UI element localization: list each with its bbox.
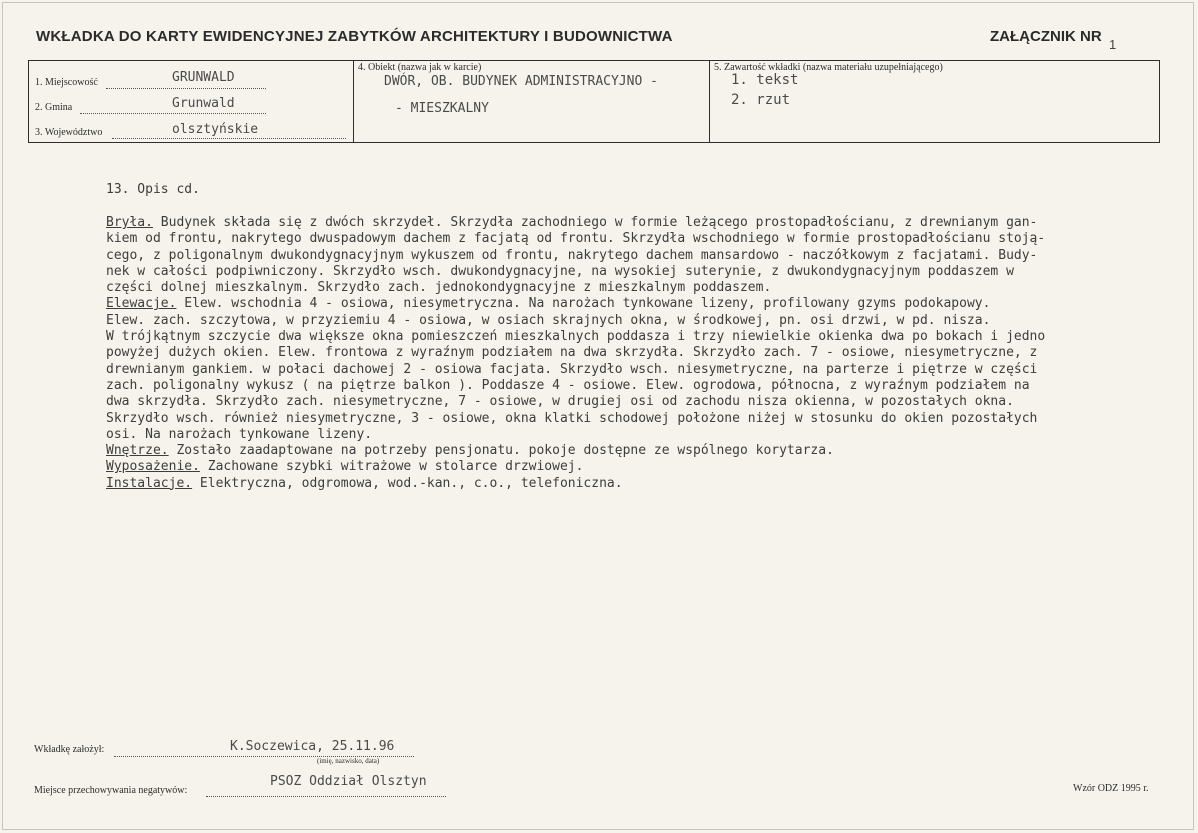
object-label: 4. Obiekt (nazwa jak w karcie)	[358, 62, 482, 73]
annex-label: ZAŁĄCZNIK NR	[990, 28, 1102, 45]
description-line	[106, 296, 1166, 312]
description-line	[106, 215, 1166, 231]
description-line	[106, 378, 1166, 394]
wojewodztwo-label: 3. Województwo	[35, 127, 103, 138]
description-text: Zachowane szybki witrażowe w stolarce drzwiowej.	[199, 459, 584, 475]
object-line-1: DWÓR, OB. BUDYNEK ADMINISTRACYJNO -	[384, 74, 658, 89]
description-text: Budynek składa się z dwóch skrzydeł. Skrzydła zachodniego w formie leżącego prostopadłościanu, z drewnianym gan-	[152, 215, 1038, 230]
author-label: Wkładkę założył:	[34, 744, 105, 755]
description-heading: Instalacje.	[106, 475, 193, 491]
description-line	[106, 329, 1166, 345]
description-heading: Elewacje.	[106, 296, 177, 312]
description-text: Zostało zaadaptowane na potrzeby pensjonatu. pokoje dostępne ze wspólnego korytarza.	[168, 443, 834, 459]
storage-label: Miejsce przechowywania negatywów:	[34, 785, 188, 796]
description-line	[106, 459, 1166, 475]
description-line	[106, 264, 1166, 280]
description-text: zach. poligonalny wykusz ( na piętrze balkon ). Poddasze 4 - osiowe. Elew. ogrodowa, północna, z wyraźnym podziałem na	[106, 377, 1030, 393]
description-heading: Wyposażenie.	[106, 459, 200, 475]
description-line	[106, 345, 1166, 361]
description-text: W trójkątnym szczycie dwa większe okna pomieszczeń mieszkalnych poddasza i trzy niewielkie okienka dwa po bokach i jedno	[106, 329, 1046, 345]
form-code: Wzór ODZ 1995 r.	[1073, 783, 1149, 794]
contents-item-1: 1. tekst	[731, 72, 799, 88]
description-text: nek w całości podpiwniczony. Skrzydło wsch. dwukondygnacyjne, na wysokiej suterynie, z dwukondygnacyjnym poddaszem w	[106, 263, 1014, 279]
dotted-line	[206, 796, 446, 797]
dotted-line	[106, 88, 266, 89]
gmina-label: 2. Gmina	[35, 102, 73, 113]
description-text: Elew. zach. szczytowa, w przyziemiu 4 - osiowa, w osiach skrajnych okna, w środkowej, pn. osi drzwi, w pd. nisza.	[106, 312, 991, 328]
form-title: WKŁADKA DO KARTY EWIDENCYJNEJ ZABYTKÓW ARCHITEKTURY I BUDOWNICTWA	[36, 28, 673, 45]
description-text: osi. Na narożach tynkowane lizeny.	[106, 426, 373, 442]
object-line-2: - MIESZKALNY	[395, 101, 489, 116]
contents-item-2: 2. rzut	[731, 92, 791, 108]
contents-label: 5. Zawartość wkładki (nazwa materiału uzupełniającego)	[714, 62, 943, 73]
description-text: Skrzydło wsch. również niesymetryczne, 3 - osiowe, okna klatki schodowej położone niżej w stosunku do okien pozostałych	[106, 410, 1038, 426]
description-line	[106, 476, 1166, 492]
description-line	[106, 280, 1166, 296]
author-hint: (imię, nazwisko, data)	[317, 757, 380, 765]
description-line	[106, 248, 1166, 264]
annex-number: 1	[1109, 37, 1117, 52]
description-line	[106, 411, 1166, 427]
description-text: części dolnej mieszkalnym. Skrzydło zach. jednokondygnacyjne z mieszkalnym poddaszem.	[106, 280, 772, 296]
description-line	[106, 394, 1166, 410]
dotted-line	[80, 113, 266, 114]
author-value: K.Soczewica, 25.11.96	[230, 739, 395, 754]
section-title: 13. Opis cd.	[106, 182, 200, 197]
description-text: drewnianym gankiem. w połaci dachowej 2 - osiowa facjata. Skrzydło wsch. niesymetryczne, na parterze i piętrze w części	[106, 361, 1038, 377]
wojewodztwo-value: olsztyńskie	[172, 122, 259, 137]
description-heading: Bryła.	[106, 215, 153, 230]
description-text: kiem od frontu, nakrytego dwuspadowym dachem z facjatą od frontu. Skrzydła wschodniego w formie prostopadłościanu stoją-	[106, 231, 1046, 247]
description-text: Elew. wschodnia 4 - osiowa, niesymetryczna. Na narożach tynkowane lizeny, profilowany gzyms podokapowy.	[176, 296, 991, 312]
storage-value: PSOZ Oddział Olsztyn	[270, 774, 427, 789]
miejscowosc-value: GRUNWALD	[172, 70, 235, 85]
miejscowosc-label: 1. Miejscowość	[35, 77, 98, 88]
dotted-line	[112, 138, 346, 139]
column-divider	[353, 60, 354, 143]
description-text: cego, z poligonalnym dwukondygnacyjnym wykuszem od frontu, nakrytego dachem mansardowo - naczółkowym z facjatami. Budy-	[106, 247, 1038, 263]
description-line	[106, 362, 1166, 378]
description-text: dwa skrzydła. Skrzydło zach. niesymetryczne, 7 - osiowe, w drugiej osi od zachodu nisza okienna, w pozostałych okna.	[106, 394, 1014, 410]
description-body	[106, 215, 1166, 492]
description-line	[106, 443, 1166, 459]
description-text: powyżej dużych okien. Elew. frontowa z wyraźnym podziałem na dwa skrzydła. Skrzydło zach. 7 - osiowe, niesymetryczne, z	[106, 345, 1038, 361]
description-line	[106, 313, 1166, 329]
description-heading: Wnętrze.	[106, 443, 169, 459]
description-text: Elektryczna, odgromowa, wod.-kan., c.o., telefoniczna.	[192, 475, 623, 491]
description-line	[106, 427, 1166, 443]
gmina-value: Grunwald	[172, 96, 235, 111]
column-divider	[709, 60, 710, 143]
description-line	[106, 231, 1166, 247]
